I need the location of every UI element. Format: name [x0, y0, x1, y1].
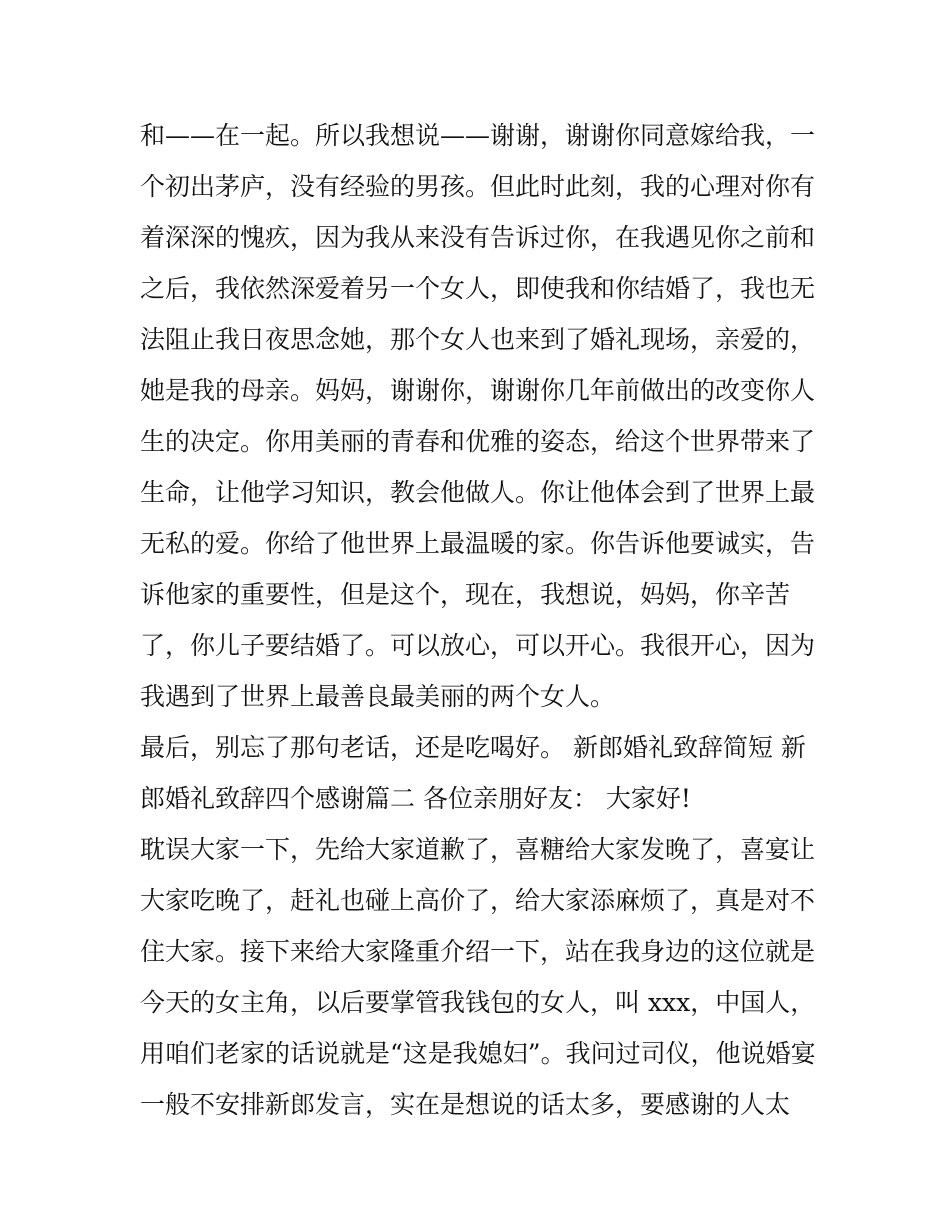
text-line: 个初出茅庐，没有经验的男孩。但此时此刻，我的心理对你有: [140, 172, 816, 201]
text-line: 着深深的愧疚，因为我从来没有告诉过你，在我遇见你之前和: [140, 223, 816, 252]
text-line: 生的决定。你用美丽的青春和优雅的姿态，给这个世界带来了: [140, 427, 816, 456]
text-line: 最后，别忘了那句老话，还是吃喝好。 新郎婚礼致辞简短 新: [140, 733, 806, 762]
text-line: 耽误大家一下，先给大家道歉了，喜糖给大家发晚了，喜宴让: [140, 835, 816, 864]
text-line: 法阻止我日夜思念她，那个女人也来到了婚礼现场，亲爱的，: [140, 325, 816, 354]
text-line: 之后，我依然深爱着另一个女人，即使我和你结婚了，我也无: [140, 274, 816, 303]
document-body: [140, 110, 820, 1130]
text-line: 我遇到了世界上最善良最美丽的两个女人。: [140, 682, 616, 711]
paragraph-thanks-mother: [140, 110, 820, 722]
paragraph-closing-and-heading: [140, 722, 820, 824]
text-line: 住大家。接下来给大家隆重介绍一下，站在我身边的这位就是: [140, 937, 816, 966]
text-line: 和——在一起。所以我想说——谢谢，谢谢你同意嫁给我，一: [140, 121, 816, 150]
text-line: 她是我的母亲。妈妈，谢谢你，谢谢你几年前做出的改变你人: [140, 376, 816, 405]
text-line: 生命，让他学习知识，教会他做人。你让他体会到了世界上最: [140, 478, 816, 507]
text-line: 一般不安排新郎发言，实在是想说的话太多，要感谢的人太: [140, 1090, 791, 1119]
paragraph-apology: [140, 824, 820, 1130]
text-line: 用咱们老家的话说就是“这是我媳妇”。我问过司仪，他说婚宴: [140, 1039, 816, 1068]
text-line: 今天的女主角，以后要掌管我钱包的女人，叫 xxx，中国人，: [140, 988, 816, 1017]
text-line: 诉他家的重要性，但是这个，现在，我想说，妈妈，你辛苦: [140, 580, 791, 609]
text-line: 郎婚礼致辞四个感谢篇二 各位亲朋好友： 大家好!: [140, 784, 691, 813]
text-line: 大家吃晚了，赶礼也碰上高价了，给大家添麻烦了，真是对不: [140, 886, 816, 915]
text-line: 无私的爱。你给了他世界上最温暖的家。你告诉他要诚实，告: [140, 529, 816, 558]
text-line: 了，你儿子要结婚了。可以放心，可以开心。我很开心，因为: [140, 631, 816, 660]
